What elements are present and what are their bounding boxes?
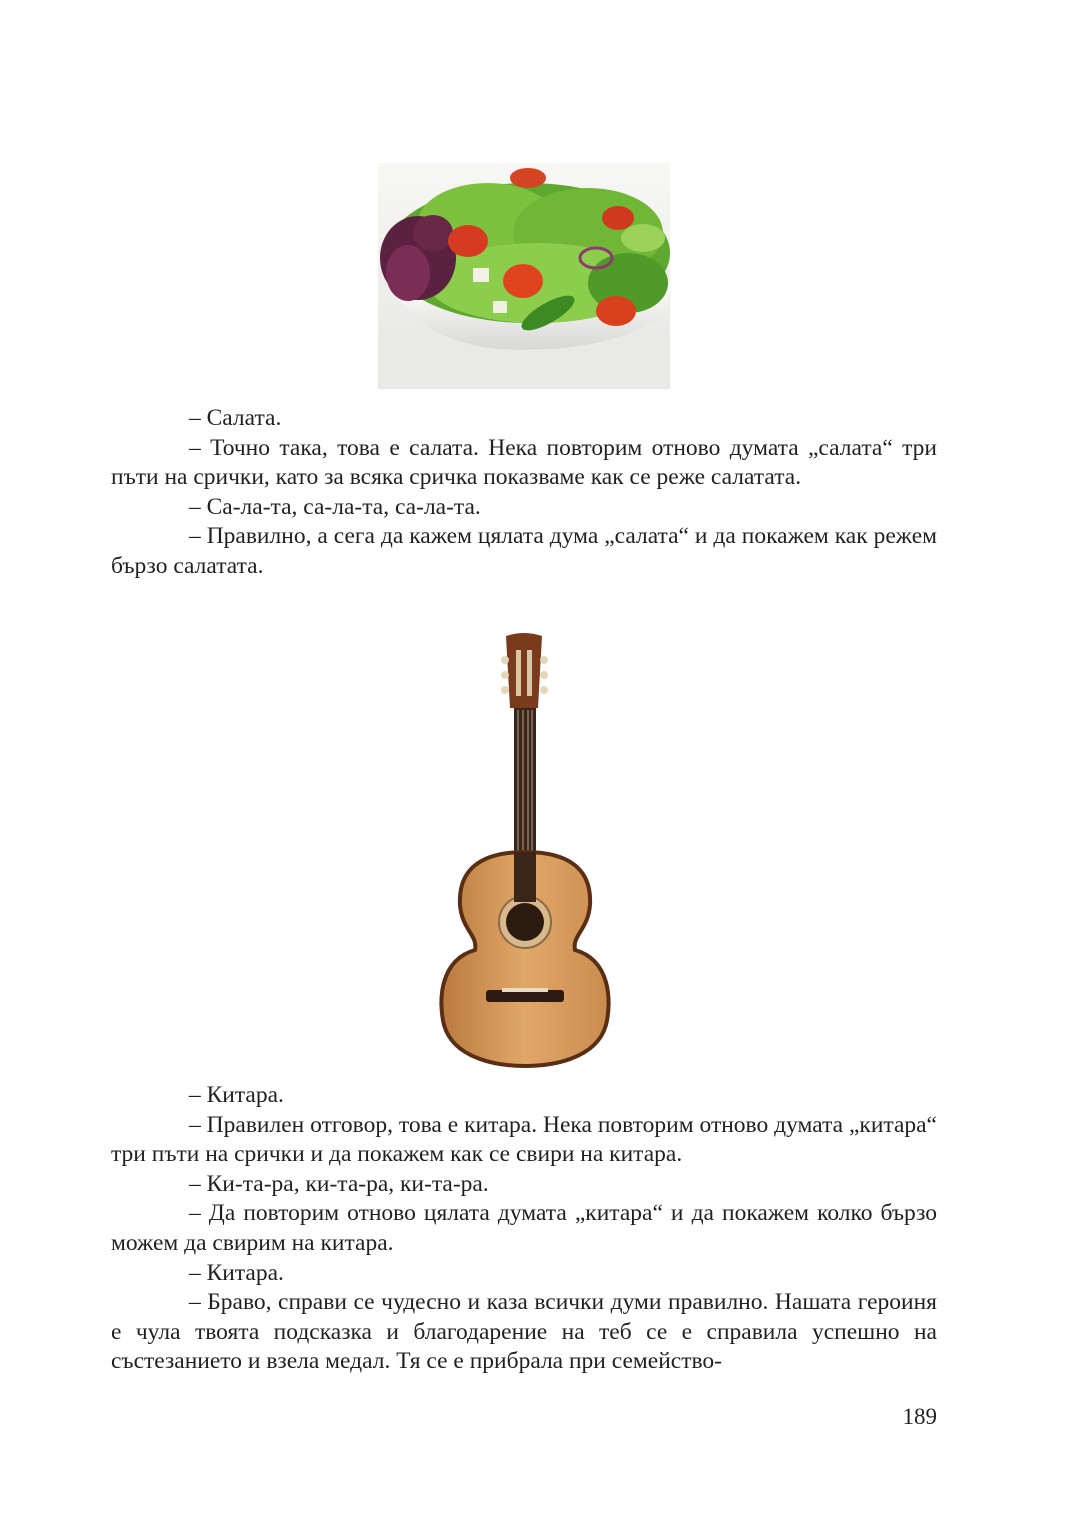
dialogue-line: – Салата.: [189, 405, 282, 431]
dialogue-line: – Китара.: [189, 1082, 284, 1108]
dialogue-line: – Браво, справи се чудесно и каза всички думи правилно. Нашата героиня е чула твоята подсказка и благодарение на теб се е справила успешно на състезанието и взела медал. Тя се е прибрала при семейство-: [111, 1289, 937, 1375]
classical-guitar-icon: [420, 630, 620, 1070]
dialogue-block-guitar: [111, 1081, 937, 1377]
dialogue-line: – Ки-та-ра, ки-та-ра, ки-та-ра.: [189, 1170, 489, 1197]
dialogue-line: – Точно така, това е салата. Нека повторим отново думата „салата“ три пъти на срички, като за всяка сричка показваме как се реже салатата.: [111, 434, 937, 491]
dialogue-line: – Правилно, а сега да кажем цялата дума „салата“ и да покажем как режем бързо салатата.: [111, 523, 937, 579]
dialogue-line: – Китара.: [189, 1259, 284, 1286]
dialogue-line: – Са-ла-та, са-ла-та, са-ла-та.: [189, 493, 481, 520]
dialogue-line: – Да повторим отново цялата думата „китара“ и да покажем колко бързо можем да свирим на китара.: [111, 1200, 937, 1256]
salad-bowl-image: [378, 163, 670, 389]
salad-bowl-icon: [378, 163, 670, 389]
page-number: 189: [902, 1404, 937, 1429]
guitar-image: [420, 630, 620, 1070]
dialogue-block-salad: [111, 404, 937, 582]
dialogue-line: – Правилен отговор, това е китара. Нека повторим отново думата „китара“ три пъти на срички и да покажем как се свири на китара.: [111, 1111, 937, 1168]
